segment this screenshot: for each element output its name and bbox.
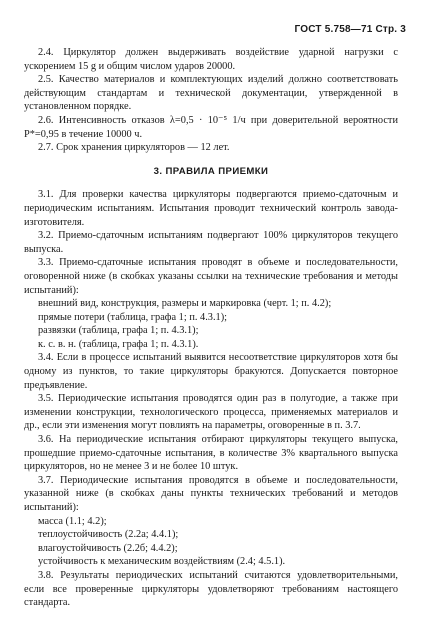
- paragraph-2-6: 2.6. Интенсивность отказов λ=0,5 · 10⁻⁵ 1/ч при доверительной вероятности P*=0,95 в течение 10000 ч.: [24, 114, 398, 140]
- paragraph-3-7: 3.7. Периодические испытания проводятся в объеме и последовательности, указанной ниже (в скобках даны пункты технических требований и методов испытаний):: [24, 474, 398, 513]
- paragraph-3-1: 3.1. Для проверки качества циркуляторы подвергаются приемо-сдаточным и периодическим испытаниям. Испытания проводит технический контроль завода-изготовителя.: [24, 189, 398, 228]
- paragraph-2-4: 2.4. Циркулятор должен выдерживать воздействие ударной нагрузки с ускорением 15 g и общим числом ударов 20000.: [24, 47, 398, 72]
- list-item: масса (1.1; 4.2);: [38, 515, 107, 527]
- list-item: внешний вид, конструкция, размеры и маркировка (черт. 1; п. 4.2);: [38, 298, 332, 310]
- spacer: [24, 155, 398, 165]
- paragraph-3-6: 3.6. На периодические испытания отбирают циркуляторы текущего выпуска, прошедшие приемо-сдаточные испытания, в количестве 3% квартального выпуска циркуляторов, но не менее 3 и не более 10 штук.: [24, 434, 398, 473]
- paragraph-3-3: 3.3. Приемо-сдаточные испытания проводят в объеме и последовательности, оговоренной ниже (в скобках указаны ссылки на технические требования и методы испытаний):: [24, 257, 398, 296]
- paragraph-3-5: 3.5. Периодические испытания проводятся один раз в полугодие, а также при изменении конструкции, технологического процесса, применяемых материалов и др., если эти изменения могут повлиять на параметры, оговоренные в п. 3.7.: [24, 393, 398, 432]
- paragraph-2-5: 2.5. Качество материалов и комплектующих изделий должно соответствовать действующим стандартам и технической документации, утвержденной в установленном порядке.: [24, 74, 398, 113]
- spacer: [24, 178, 398, 188]
- list-item: устойчивость к механическим воздействиям (2.4; 4.5.1).: [38, 556, 286, 568]
- document-body: [24, 46, 398, 610]
- page-header: ГОСТ 5.758—71 Стр. 3: [294, 24, 406, 35]
- paragraph-3-2: 3.2. Приемо-сдаточным испытаниям подвергают 100% циркуляторов текущего выпуска.: [24, 230, 398, 255]
- paragraph-3-4: 3.4. Если в процессе испытаний выявится несоответствие циркуляторов хотя бы одному из пунктов, то такие циркуляторы бракуются. Допускается повторное предъявление.: [24, 352, 398, 391]
- paragraph-2-7: 2.7. Срок хранения циркуляторов — 12 лет.: [38, 142, 230, 154]
- list-item: к. с. в. н. (таблица, графа 1; п. 4.3.1).: [38, 338, 199, 350]
- section-title: 3. ПРАВИЛА ПРИЕМКИ: [153, 165, 269, 177]
- list-item: прямые потери (таблица, графа 1; п. 4.3.1);: [38, 311, 228, 323]
- list-item: теплоустойчивость (2.2а; 4.4.1);: [38, 529, 179, 541]
- list-item: развязки (таблица, графа 1; п. 4.3.1);: [38, 325, 199, 337]
- list-item: влагоустойчивость (2.2б; 4.4.2);: [38, 542, 178, 554]
- paragraph-3-8: 3.8. Результаты периодических испытаний считаются удовлетворительными, если все проверенные циркуляторы удовлетворяют требованиям настоящего стандарта.: [24, 569, 398, 609]
